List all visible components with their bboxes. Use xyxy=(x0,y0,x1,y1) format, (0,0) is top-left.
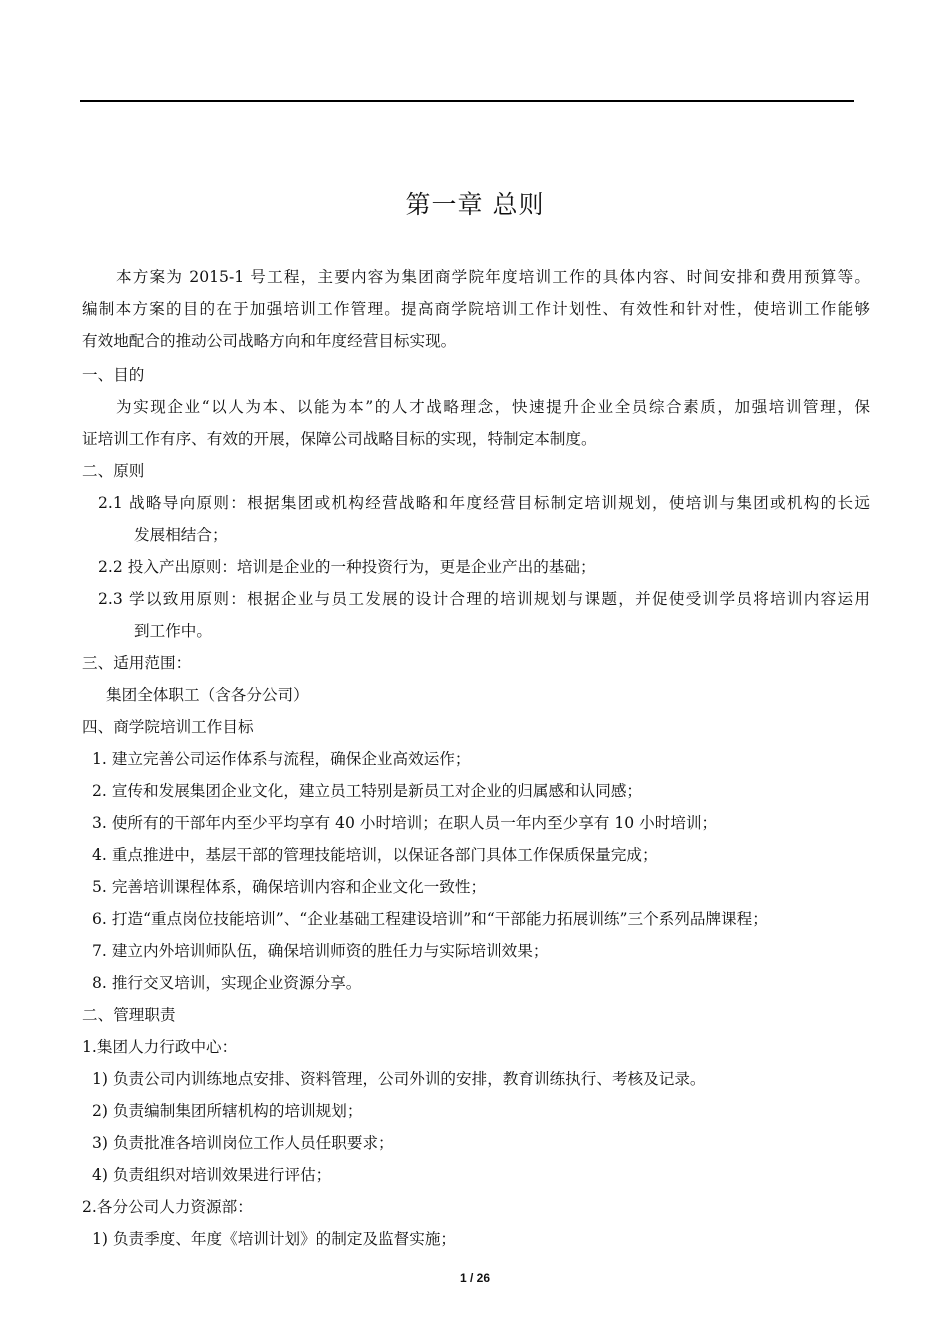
goal-item-1: 1. 建立完善公司运作体系与流程，确保企业高效运作； xyxy=(92,750,471,768)
hr-center-item-1: 1) 负责公司内训练地点安排、资料管理，公司外训的安排，教育训练执行、考核及记录。 xyxy=(92,1070,706,1088)
scope-body: 集团全体职工（含各分公司） xyxy=(106,686,309,704)
intro-line-3: 有效地配合的推动公司战略方向和年度经营目标实现。 xyxy=(82,332,457,350)
section-heading-principles: 二、原则 xyxy=(82,462,145,480)
intro-line-1: 本方案为 2015-1 号工程，主要内容为集团商学院年度培训工作的具体内容、时间安排和费用预算等。 xyxy=(116,268,870,286)
goal-item-7: 7. 建立内外培训师队伍，确保培训师资的胜任力与实际培训效果； xyxy=(92,942,549,960)
branch-hr-item-1: 1) 负责季度、年度《培训计划》的制定及监督实施； xyxy=(92,1230,457,1248)
purpose-line-2: 证培训工作有序、有效的开展，保障公司战略目标的实现，特制定本制度。 xyxy=(82,430,597,448)
principle-item-1-line-2: 发展相结合； xyxy=(134,526,228,544)
goal-item-6: 6. 打造“重点岗位技能培训”、“企业基础工程建设培训”和“干部能力拓展训练”三个系列品牌课程； xyxy=(92,910,768,928)
principle-item-3-line-2: 到工作中。 xyxy=(134,622,212,640)
subsection-heading-branch-hr: 2.各分公司人力资源部： xyxy=(82,1198,253,1216)
goal-item-8: 8. 推行交叉培训，实现企业资源分享。 xyxy=(92,974,362,992)
goal-item-5: 5. 完善培训课程体系，确保培训内容和企业文化一致性； xyxy=(92,878,487,896)
goal-item-4: 4. 重点推进中，基层干部的管理技能培训，以保证各部门具体工作保质保量完成； xyxy=(92,846,658,864)
section-heading-goals: 四、商学院培训工作目标 xyxy=(82,718,254,736)
page-number: 1 / 26 xyxy=(459,1271,491,1285)
intro-line-2: 编制本方案的目的在于加强培训工作管理。提高商学院培训工作计划性、有效性和针对性，使培训工作能够 xyxy=(82,300,870,318)
goal-item-3: 3. 使所有的干部年内至少平均享有 40 小时培训；在职人员一年内至少享有 10 小时培训； xyxy=(92,814,718,832)
principle-item-2: 2.2 投入产出原则：培训是企业的一种投资行为，更是企业产出的基础； xyxy=(98,558,596,576)
section-heading-scope: 三、适用范围： xyxy=(82,654,192,672)
principle-item-1-line-1: 2.1 战略导向原则：根据集团或机构经营战略和年度经营目标制定培训规划，使培训与集团或机构的长远 xyxy=(98,494,870,512)
header-rule xyxy=(80,100,854,102)
chapter-title: 第一章 总则 xyxy=(405,190,545,219)
goal-item-2: 2. 宣传和发展集团企业文化，建立员工特别是新员工对企业的归属感和认同感； xyxy=(92,782,643,800)
hr-center-item-4: 4) 负责组织对培训效果进行评估； xyxy=(92,1166,332,1184)
principle-item-3-line-1: 2.3 学以致用原则：根据企业与员工发展的设计合理的培训规划与课题，并促使受训学员将培训内容运用 xyxy=(98,590,870,608)
hr-center-item-2: 2) 负责编制集团所辖机构的培训规划； xyxy=(92,1102,363,1120)
section-heading-responsibilities: 二、管理职责 xyxy=(82,1006,176,1024)
subsection-heading-hr-center: 1.集团人力行政中心： xyxy=(82,1038,238,1056)
section-heading-purpose: 一、目的 xyxy=(82,366,145,384)
hr-center-item-3: 3) 负责批准各培训岗位工作人员任职要求； xyxy=(92,1134,394,1152)
purpose-line-1: 为实现企业“以人为本、以能为本”的人才战略理念，快速提升企业全员综合素质，加强培训管理，保 xyxy=(116,398,870,416)
